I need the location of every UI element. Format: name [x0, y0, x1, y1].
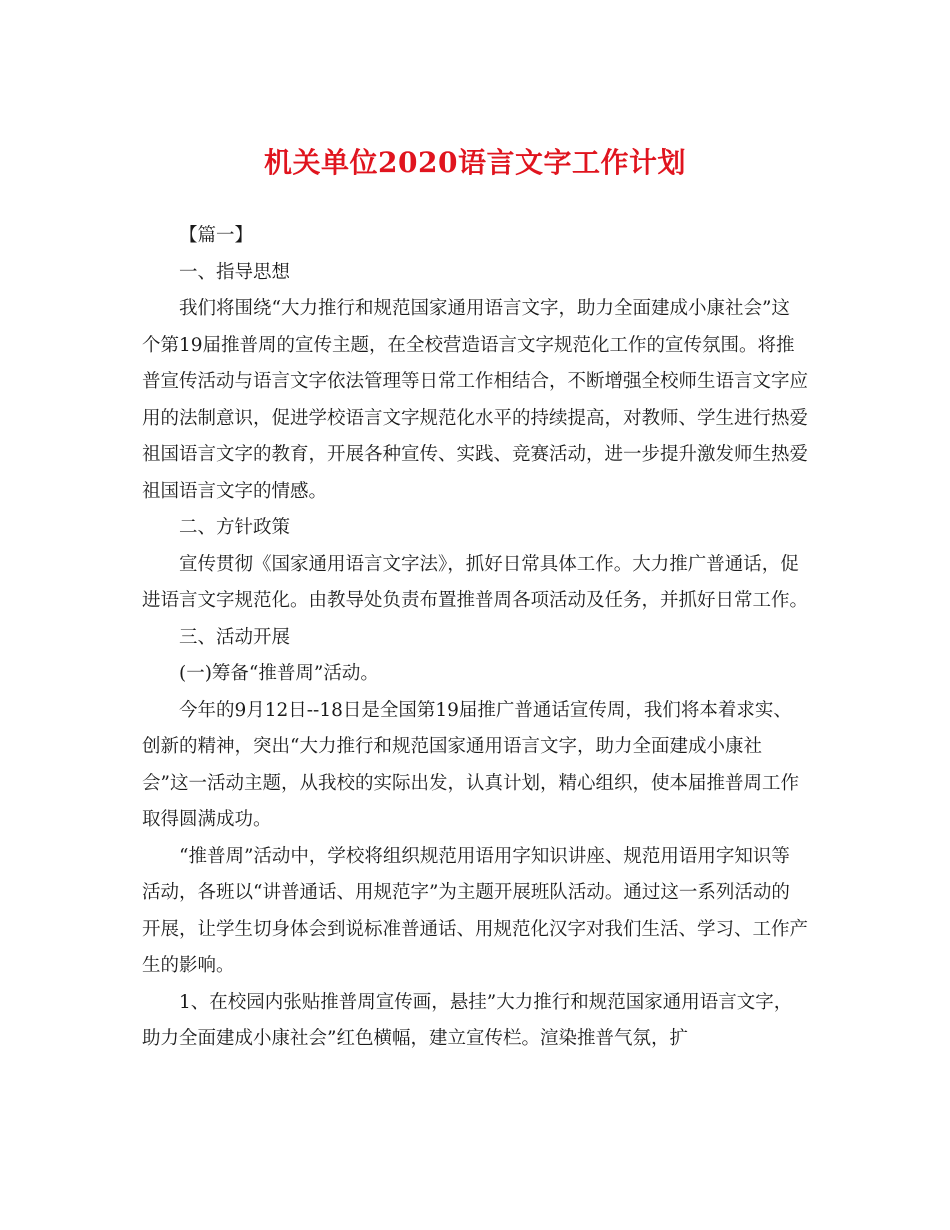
paragraph: 宣传贯彻《国家通用语言文字法》，抓好日常具体工作。大力推广普通话，促进语言文字规范化。由教导处负责布置推普周各项活动及任务，并抓好日常工作。: [142, 553, 809, 611]
heading-guiding-ideology: 一、指导思想: [179, 261, 291, 283]
document-title: 机关单位2020语言文字工作计划: [264, 146, 686, 179]
paragraph: 1、在校园内张贴推普周宣传画，悬挂”大力推行和规范国家通用语言文字，助力全面建成小康社会”红色横幅，建立宣传栏。渲染推普气氛，扩: [142, 991, 793, 1049]
heading-policy: 二、方针政策: [179, 517, 291, 538]
heading-activities: 三、活动开展: [179, 626, 291, 648]
subheading: (一)筹备“推普周”活动。: [179, 663, 379, 684]
document-body: [142, 218, 808, 1058]
paragraph: “推普周”活动中，学校将组织规范用语用字知识讲座、规范用语用字知识等活动，各班以“讲普通话、用规范字”为主题开展班队活动。通过这一系列活动的开展，让学生切身体会到说标准普通话、用规范化汉字对我们生活、学习、工作产生的影响。: [142, 845, 809, 976]
paragraph: 我们将围绕“大力推行和规范国家通用语言文字，助力全面建成小康社会”这个第19届推普周的宣传主题，在全校营造语言文字规范化工作的宣传氛围。将推普宣传活动与语言文字依法管理等日常工作相结合，不断增强全校师生语言文字应用的法制意识，促进学校语言文字规范化水平的持续提高，对教师、学生进行热爱祖国语言文字的教育，开展各种宣传、实践、竞赛活动，进一步提升激发师生热爱祖国语言文字的情感。: [142, 298, 809, 502]
paragraph: 今年的9月12日--18日是全国第19届推广普通话宣传周，我们将本着求实、创新的精神，突出“大力推行和规范国家通用语言文字，助力全面建成小康社会”这一活动主题，从我校的实际出发，认真计划，精心组织，使本届推普周工作取得圆满成功。: [142, 699, 799, 830]
section-label: 【篇一】: [179, 225, 254, 246]
